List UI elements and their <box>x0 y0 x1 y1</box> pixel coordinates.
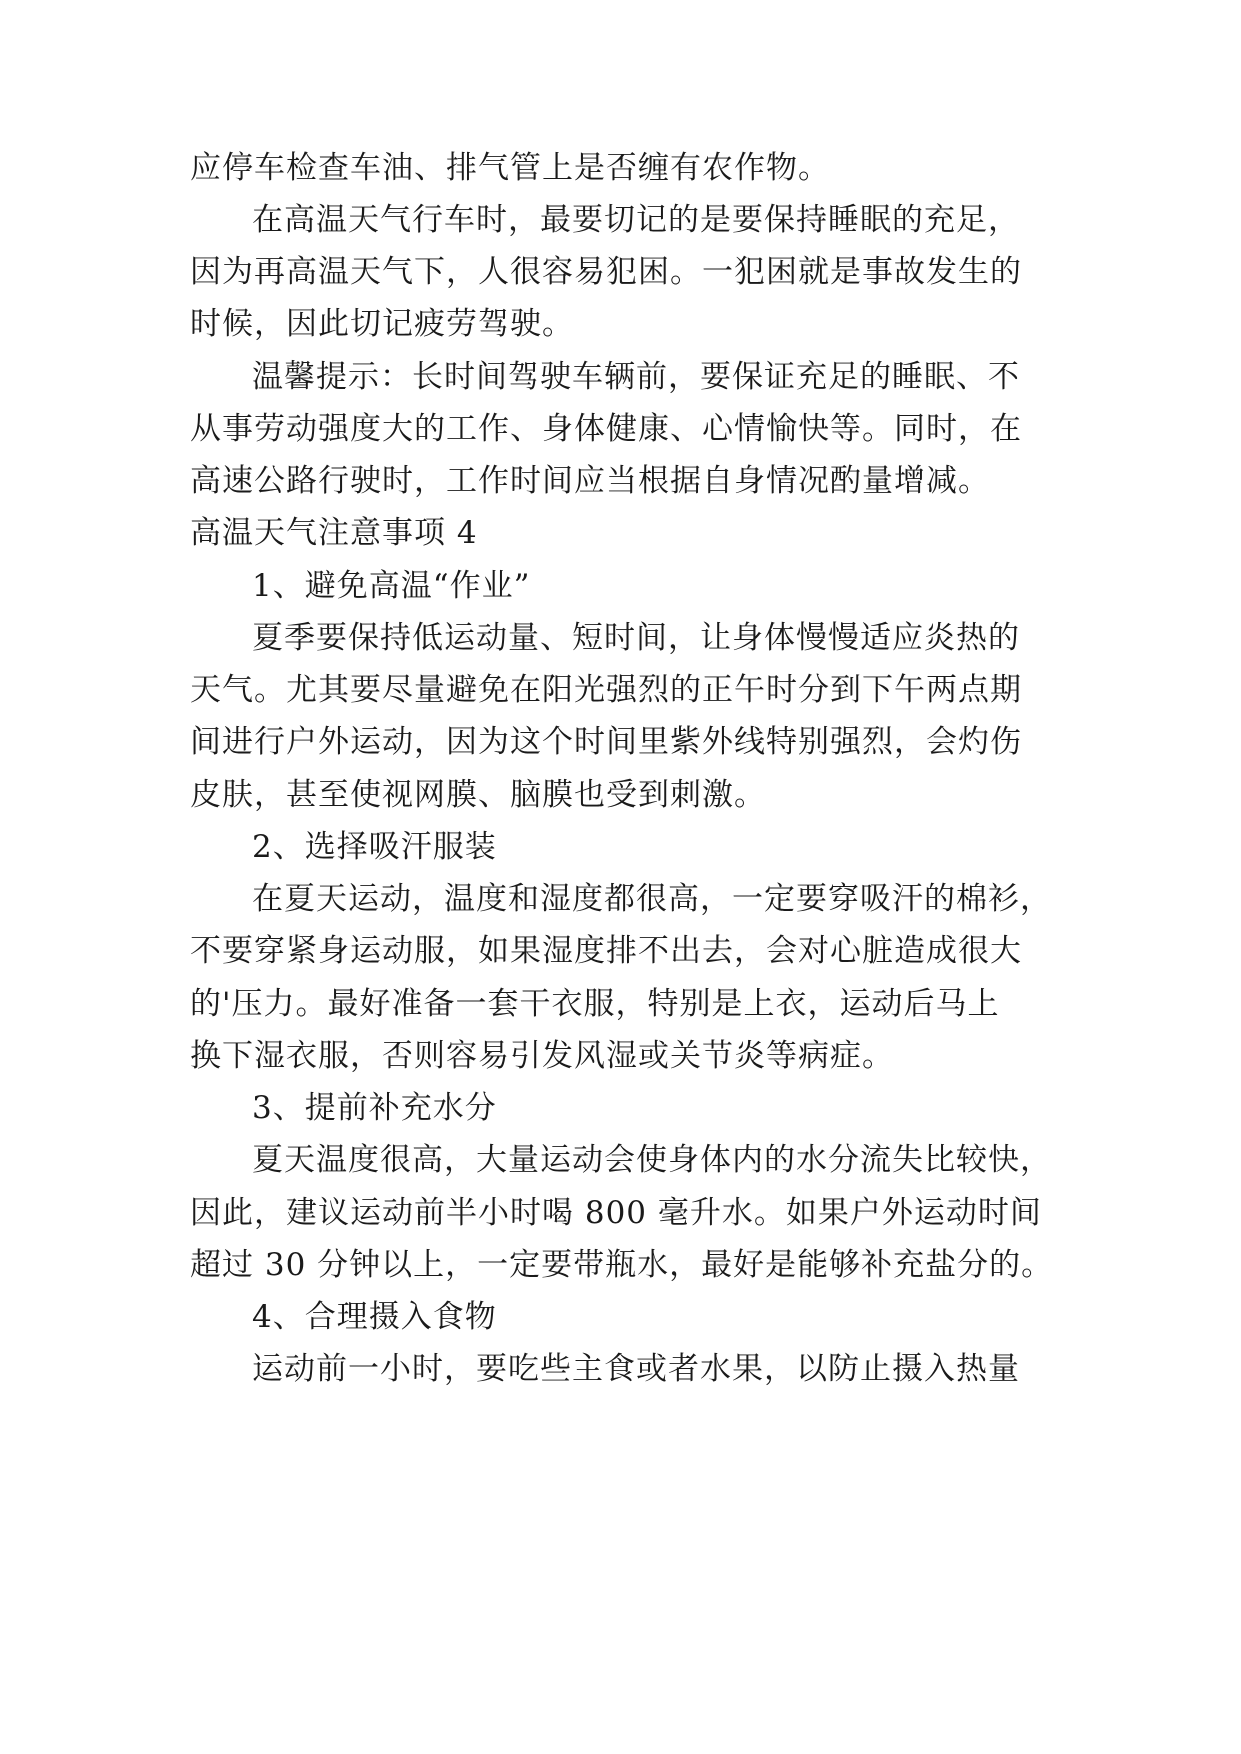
paragraph-line: 夏天温度很高，大量运动会使身体内的水分流失比较快， <box>252 1142 1052 1178</box>
paragraph-line: 运动前一小时，要吃些主食或者水果，以防止摄入热量 <box>252 1351 1020 1387</box>
paragraph-line: 夏季要保持低运动量、短时间，让身体慢慢适应炎热的 <box>252 620 1020 656</box>
paragraph-line: 从事劳动强度大的工作、身体健康、心情愉快等。同时，在 <box>190 411 1022 447</box>
paragraph-line: 天气。尤其要尽量避免在阳光强烈的正午时分到下午两点期 <box>190 672 1022 708</box>
paragraph-line: 因为再高温天气下，人很容易犯困。一犯困就是事故发生的 <box>190 254 1022 290</box>
paragraph-line: 应停车检查车油、排气管上是否缠有农作物。 <box>190 150 830 186</box>
paragraph-line: 不要穿紧身运动服，如果湿度排不出去，会对心脏造成很大 <box>190 933 1022 969</box>
subheading: 4、合理摄入食物 <box>252 1299 497 1335</box>
paragraph-line: 换下湿衣服，否则容易引发风湿或关节炎等病症。 <box>190 1038 894 1074</box>
paragraph-line: 高速公路行驶时，工作时间应当根据自身情况酌量增减。 <box>190 463 990 499</box>
subheading: 3、提前补充水分 <box>252 1090 497 1126</box>
paragraph-line: 温馨提示：长时间驾驶车辆前，要保证充足的睡眠、不 <box>252 359 1020 395</box>
paragraph-line: 时候，因此切记疲劳驾驶。 <box>190 306 574 342</box>
subheading: 1、避免高温“作业” <box>252 568 531 604</box>
paragraph-line: 在夏天运动，温度和湿度都很高，一定要穿吸汗的棉衫， <box>252 881 1052 917</box>
section-heading: 高温天气注意事项 4 <box>190 515 478 551</box>
paragraph-line: 因此，建议运动前半小时喝 800 毫升水。如果户外运动时间 <box>190 1195 1042 1231</box>
paragraph-line: 皮肤，甚至使视网膜、脑膜也受到刺激。 <box>190 777 766 813</box>
subheading: 2、选择吸汗服装 <box>252 829 497 865</box>
paragraph-line: 在高温天气行车时，最要切记的是要保持睡眠的充足， <box>252 202 1020 238</box>
paragraph-line: 的'压力。最好准备一套干衣服，特别是上衣，运动后马上 <box>190 986 1000 1022</box>
paragraph-line: 间进行户外运动，因为这个时间里紫外线特别强烈，会灼伤 <box>190 724 1022 760</box>
paragraph-line: 超过 30 分钟以上，一定要带瓶水，最好是能够补充盐分的。 <box>190 1247 1054 1283</box>
